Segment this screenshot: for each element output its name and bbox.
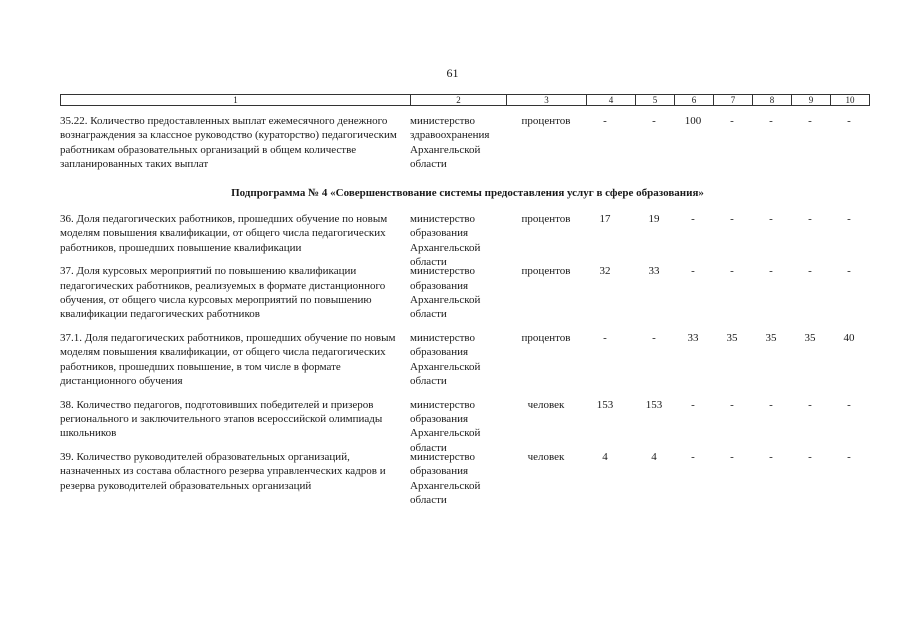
- value-col-10: -: [847, 115, 851, 127]
- col-header-1: 1: [61, 95, 411, 105]
- value-col-9: -: [808, 265, 812, 278]
- table-row: [60, 398, 875, 454]
- value-col-8: -: [769, 115, 773, 127]
- value-col-4: 153: [596, 398, 614, 411]
- col-header-3: 3: [507, 95, 587, 105]
- indicator-text: 39. Количество руководителей образовательных организаций, назначенных из состава областного резерва управленческих кадров и резерва руководителей образовательных организаций: [60, 450, 386, 492]
- indicator-text: 36. Доля педагогических работников, прошедших обучение по новым моделям повышения квалификации, от общего числа педагогических работников, прошедших повышение квалификации: [60, 213, 388, 254]
- table-row: [60, 331, 875, 389]
- value-col-8: 35: [765, 331, 777, 344]
- table-row: [60, 212, 875, 269]
- value-col-8: -: [769, 213, 773, 226]
- unit: человек: [527, 450, 565, 463]
- value-col-8: -: [769, 265, 773, 278]
- value-col-5: -: [652, 331, 656, 344]
- value-col-6: 100: [684, 115, 702, 127]
- value-col-4: 17: [599, 213, 611, 226]
- value-col-10: -: [847, 213, 851, 226]
- value-col-8: -: [769, 450, 773, 463]
- value-col-9: -: [808, 450, 812, 463]
- value-col-9: -: [808, 213, 812, 226]
- value-col-4: -: [603, 115, 607, 127]
- indicator-text: 37.1. Доля педагогических работников, прошедших обучение по новым моделям повышения квалификации, от общего числа педагогических работников, прошедших повышение, в том числе в формате дистанционного обучения: [60, 331, 396, 388]
- value-col-9: 35: [804, 331, 816, 344]
- value-col-10: 40: [843, 331, 855, 344]
- value-col-5: 4: [651, 450, 657, 463]
- value-col-6: -: [691, 398, 695, 411]
- value-col-5: 33: [648, 265, 660, 278]
- value-col-7: -: [730, 450, 734, 463]
- value-col-6: -: [691, 450, 695, 463]
- column-header-row: [60, 94, 870, 106]
- value-col-10: -: [847, 265, 851, 278]
- col-header-2: 2: [411, 95, 507, 105]
- responsible-ministry: министерство здравоохранения Архангельской области: [410, 115, 490, 171]
- table-row: [60, 114, 875, 172]
- value-col-7: -: [730, 265, 734, 278]
- col-header-10: 10: [845, 95, 855, 105]
- value-col-9: -: [808, 398, 812, 411]
- responsible-ministry: министерство образования Архангельской области: [410, 398, 481, 454]
- col-header-6: 6: [675, 95, 714, 105]
- value-col-7: 35: [726, 331, 738, 344]
- value-col-7: -: [730, 115, 734, 127]
- page-number: 61: [446, 66, 459, 80]
- indicator-text: 38. Количество педагогов, подготовивших победителей и призеров регионального и заключительного этапов всероссийской олимпиады школьников: [60, 398, 383, 440]
- value-col-4: 32: [599, 265, 611, 278]
- table-row: [60, 450, 875, 506]
- value-col-6: -: [691, 213, 695, 226]
- col-header-9: 9: [792, 95, 831, 105]
- value-col-9: -: [808, 115, 812, 127]
- value-col-8: -: [769, 398, 773, 411]
- value-col-10: -: [847, 450, 851, 463]
- responsible-ministry: министерство образования Архангельской области: [410, 450, 481, 506]
- responsible-ministry: министерство образования Архангельской области: [410, 213, 481, 269]
- responsible-ministry: министерство образования Архангельской области: [410, 265, 481, 321]
- value-col-6: 33: [687, 331, 699, 344]
- col-header-8: 8: [753, 95, 792, 105]
- value-col-5: 153: [645, 398, 663, 411]
- col-header-4: 4: [587, 95, 636, 105]
- indicator-text: 37. Доля курсовых мероприятий по повышению квалификации педагогических работников, реализуемых в формате дистанционного обучения, от общего числа курсовых мероприятий по повышению квалификации педагогических работников: [60, 265, 386, 321]
- value-col-5: 19: [648, 213, 660, 226]
- col-header-5: 5: [636, 95, 675, 105]
- unit: процентов: [521, 213, 571, 226]
- value-col-6: -: [691, 265, 695, 278]
- unit: процентов: [521, 331, 571, 344]
- value-col-5: -: [652, 115, 656, 127]
- unit: человек: [527, 398, 565, 411]
- subprogram-title: Подпрограмма № 4 «Совершенствование системы предоставления услуг в сфере образования»: [231, 186, 704, 199]
- col-header-7: 7: [714, 95, 753, 105]
- value-col-7: -: [730, 398, 734, 411]
- unit: процентов: [521, 265, 571, 278]
- responsible-ministry: министерство образования Архангельской области: [410, 331, 481, 388]
- value-col-4: 4: [602, 450, 608, 463]
- value-col-10: -: [847, 398, 851, 411]
- indicator-table: [60, 114, 875, 506]
- value-col-7: -: [730, 213, 734, 226]
- unit: процентов: [521, 115, 571, 127]
- indicator-text: 35.22. Количество предоставленных выплат ежемесячного денежного вознаграждения за классное руководство (кураторство) педагогическим работникам образовательных организаций в общем количестве запланированных таких выплат: [60, 115, 397, 171]
- value-col-4: -: [603, 331, 607, 344]
- table-row: [60, 264, 875, 322]
